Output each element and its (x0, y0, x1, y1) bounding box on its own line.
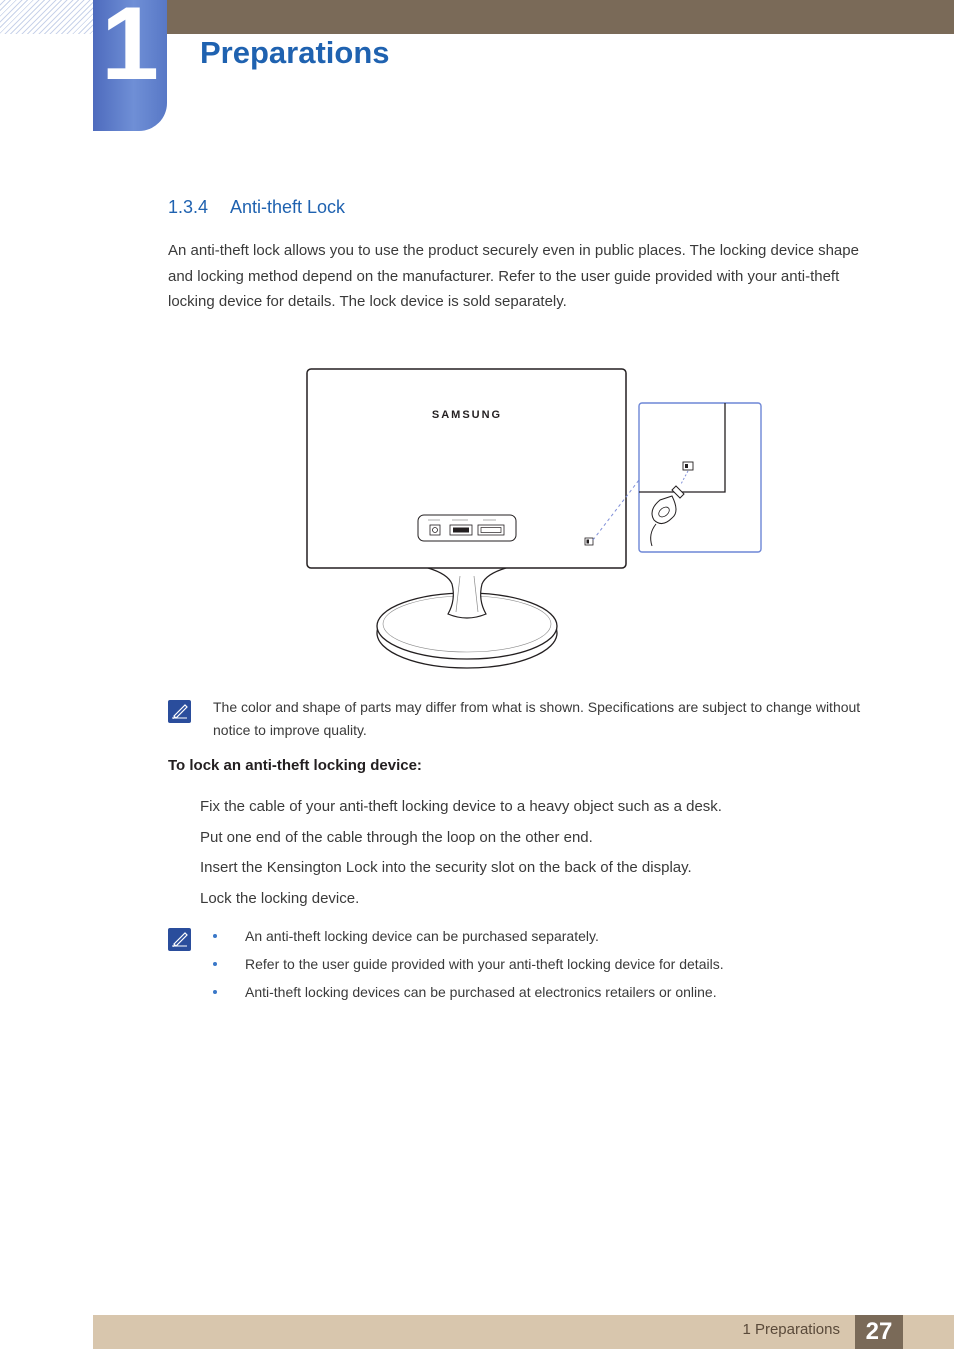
tip-text: Anti-theft locking devices can be purchased at electronics retailers or online. (245, 984, 717, 1000)
header-hatch-decoration (0, 0, 93, 34)
section-number: 1.3.4 (168, 197, 209, 217)
note-text: The color and shape of parts may differ from what is shown. Specifications are subject to change without notice to improve quality. (213, 699, 861, 738)
note-icon (168, 700, 191, 723)
section-title: Anti-theft Lock (230, 197, 346, 217)
tip-item (210, 950, 724, 978)
steps-heading: To lock an anti-theft locking device: (168, 757, 422, 774)
section-heading (168, 196, 345, 218)
monitor-rear-view-svg (300, 362, 770, 674)
footer-chapter-label: 1 Preparations (742, 1321, 840, 1338)
bullet-dot-icon (213, 990, 217, 994)
intro-paragraph: An anti-theft lock allows you to use the product securely even in public places. The locking device shape and locking method depend on the manufacturer. Refer to the user guide provided with your anti-theft locking device for details. The lock device is sold separately. (168, 242, 859, 310)
header-bar (167, 0, 954, 34)
tip-item (210, 922, 724, 950)
step-item: Lock the locking device. (200, 889, 360, 907)
monitor-illustration (300, 362, 770, 674)
tip-text: An anti-theft locking device can be purchased separately. (245, 928, 599, 944)
bullet-dot-icon (213, 962, 217, 966)
tips-list (210, 922, 724, 1006)
page-number: 27 (855, 1315, 903, 1349)
tip-text: Refer to the user guide provided with your anti-theft locking device for details. (245, 956, 724, 972)
tip-item (210, 978, 724, 1006)
chapter-number: 1 (101, 0, 159, 102)
chapter-title: Preparations (200, 35, 390, 70)
step-item: Put one end of the cable through the loop on the other end. (200, 828, 593, 846)
step-item: Insert the Kensington Lock into the security slot on the back of the display. (200, 859, 692, 876)
bullet-dot-icon (213, 934, 217, 938)
step-item: Fix the cable of your anti-theft locking device to a heavy object such as a desk. (200, 798, 722, 815)
brand-logo-text: SAMSUNG (431, 409, 503, 421)
steps-list (200, 792, 722, 914)
tips-note-icon (168, 928, 191, 951)
